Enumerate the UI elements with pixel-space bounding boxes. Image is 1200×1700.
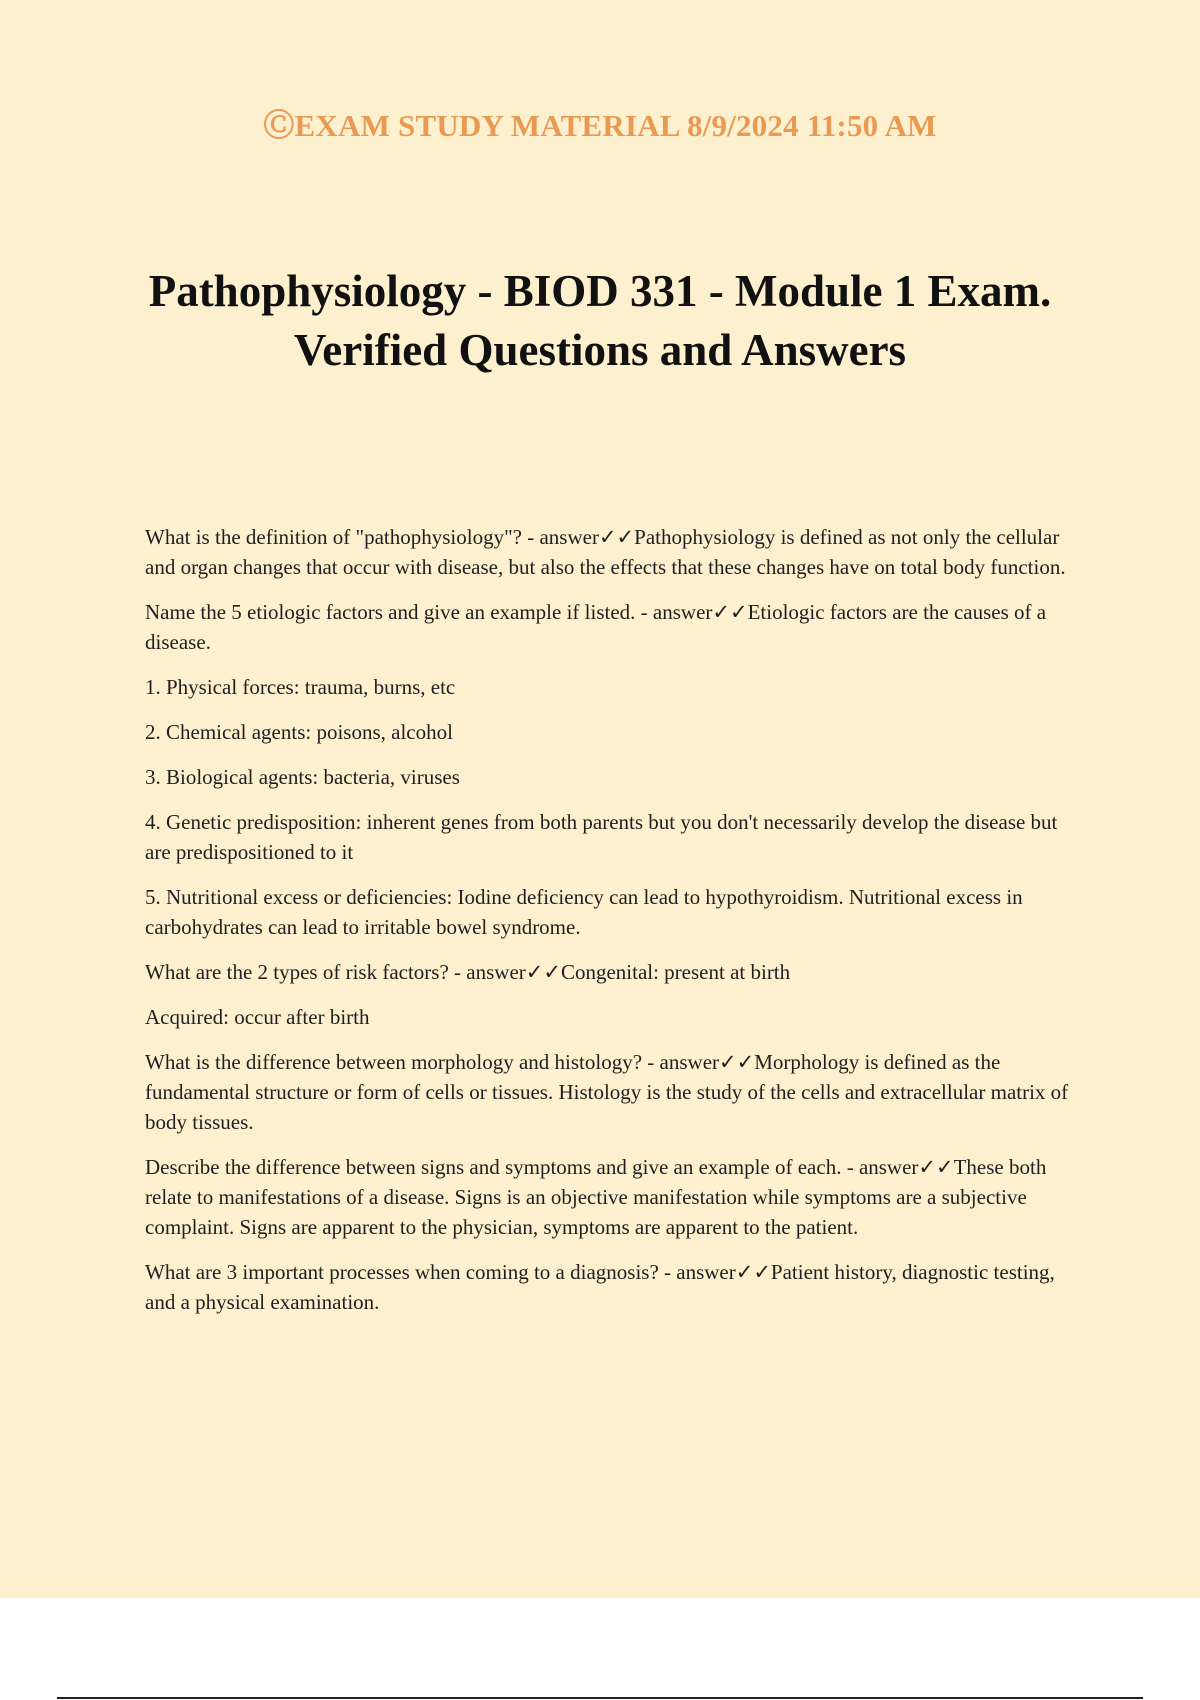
page-divider	[57, 1697, 1143, 1699]
paragraph-etiologic-question: Name the 5 etiologic factors and give an example if listed. - answer✓✓Etiologic factors are the causes of a disease.	[145, 600, 1047, 654]
paragraph-risk-factors-question: What are the 2 types of risk factors? - answer✓✓Congenital: present at birth	[145, 960, 791, 984]
list-item-biological-agents: 3. Biological agents: bacteria, viruses	[145, 765, 460, 789]
list-item-chemical-agents: 2. Chemical agents: poisons, alcohol	[145, 720, 453, 744]
list-item-physical-forces: 1. Physical forces: trauma, burns, etc	[145, 675, 456, 699]
document-body	[145, 522, 1085, 1332]
list-item-genetic-predisposition: 4. Genetic predisposition: inherent genes from both parents but you don't necessarily develop the disease but are predispositioned to it	[145, 810, 1058, 864]
list-item-nutritional: 5. Nutritional excess or deficiencies: Iodine deficiency can lead to hypothyroidism. Nutritional excess in carbohydrates can lead to irritable bowel syndrome.	[145, 885, 1023, 939]
paragraph-acquired: Acquired: occur after birth	[145, 1005, 370, 1029]
paragraph-signs-symptoms-question: Describe the difference between signs and symptoms and give an example of each. - answer✓✓These both relate to manifestations of a disease. Signs is an objective manifestation while symptoms are a subjective complaint. Signs are apparent to the physician, symptoms are apparent to the patient.	[145, 1155, 1047, 1239]
watermark-stamp: ⒸEXAM STUDY MATERIAL 8/9/2024 11:50 AM	[263, 108, 937, 143]
paragraph-morphology-question: What is the difference between morphology and histology? - answer✓✓Morphology is defined as the fundamental structure or form of cells or tissues. Histology is the study of the cells and extracellular matrix of body tissues.	[145, 1050, 1069, 1134]
document-title: Pathophysiology - BIOD 331 - Module 1 Exam. Verified Questions and Answers	[148, 266, 1052, 375]
paragraph-definition-question: What is the definition of "pathophysiology"? - answer✓✓Pathophysiology is defined as not only the cellular and organ changes that occur with disease, but also the effects that these changes have on total body function.	[145, 525, 1066, 579]
paragraph-diagnosis-question: What are 3 important processes when coming to a diagnosis? - answer✓✓Patient history, diagnostic testing, and a physical examination.	[145, 1260, 1055, 1314]
